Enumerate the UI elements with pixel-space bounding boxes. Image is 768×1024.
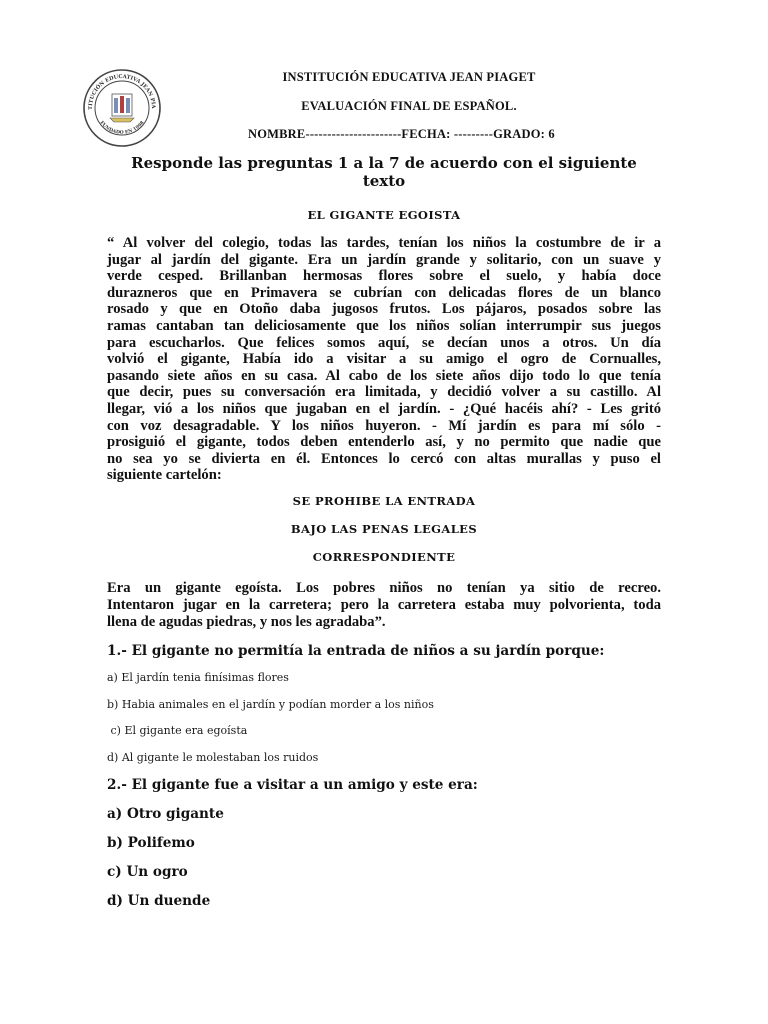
story-end-line: llena de agudas piedras, y nos les agradaba”. <box>107 613 386 630</box>
story-line: verde cesped. Brillanban hermosas flores sobre el suelo, y había doce <box>107 268 661 285</box>
sign-line-3: CORRESPONDIENTE <box>312 550 456 564</box>
story-text <box>107 235 661 484</box>
story-line: llegar, vió a los niños que jugaban en el jardín. - ¿Qué hacéis ahí? - Les gritó <box>107 400 661 417</box>
institution-name: INSTITUCIÓN EDUCATIVA JEAN PIAGET <box>282 70 536 84</box>
question-2-option-b[interactable]: b) Polifemo <box>107 835 195 851</box>
story-line: jugar al jardín del gigante. Era un jardín grande y solitario, con un suave y <box>107 251 661 268</box>
sign-line-2: BAJO LAS PENAS LEGALES <box>290 522 478 536</box>
story-line: pasando siete años en su casa. Al cabo de los siete años dijo todo lo que tenía <box>107 367 661 384</box>
story-line: prosiguió el gigante, todos deben entenderlo así, y no permito que nadie que <box>107 434 661 451</box>
story-line: que decir, pues su conversación era limitada, y decidió volver a su castillo. Al <box>107 384 661 401</box>
story-end-line: Era un gigante egoísta. Los pobres niños no tenían ya sitio de recreo. <box>107 580 661 596</box>
story-line: rosado y que en Otoño daba jugosos frutos. Los pájaros, posados sobre las <box>107 301 661 318</box>
story-line: para escucharlos. Que felices somos aquí, se decían unos a otros. Un día <box>107 334 661 351</box>
evaluation-title: EVALUACIÓN FINAL DE ESPAÑOL. <box>301 99 517 113</box>
logo-founded-text: FUNDADO EN 1998 <box>98 120 146 136</box>
story-line: ramas cantaban tan deliciosamente que los niños solían interrumpir sus juegos <box>107 317 661 334</box>
svg-text:FUNDADO EN 1998 <box>99 120 146 136</box>
story-line: “ Al volver del colegio, todas las tardes, tenían los niños la costumbre de ir a <box>107 235 661 251</box>
question-2: 2.- El gigante fue a visitar a un amigo y este era: <box>107 777 478 793</box>
question-1-option-d[interactable]: d) Al gigante le molestaban los ruidos <box>107 751 319 764</box>
story-line: durazneros que en Primavera se cubrían con delicadas flores de un blanco <box>107 284 661 301</box>
story-ending <box>107 580 661 630</box>
story-line: volvió el gigante, Había ido a visitar a su amigo el ogro de Cornualles, <box>107 351 661 368</box>
logo-ring-text: TITUCIÓN EDUCATIVA JEAN PIA <box>87 73 157 110</box>
story-line: siguiente cartelón: <box>107 467 222 484</box>
instructions: Responde las preguntas 1 a la 7 de acuerdo con el siguiente texto <box>131 154 637 190</box>
question-1: 1.- El gigante no permitía la entrada de niños a su jardín porque: <box>107 643 605 659</box>
question-1-option-b[interactable]: b) Habia animales en el jardín y podían morder a los niños <box>107 698 434 711</box>
sign-line-1: SE PROHIBE LA ENTRADA <box>292 494 476 508</box>
story-line: no sea yo se divierta en él. Entonces lo cercó con altas murallas y puso el <box>107 450 661 467</box>
question-2-option-d[interactable]: d) Un duende <box>107 893 211 909</box>
question-2-option-a[interactable]: a) Otro gigante <box>107 806 224 822</box>
story-line: con voz desagradable. Y los niños huyeron. - Mí jardín es para mí sólo - <box>107 417 661 434</box>
question-2-option-c[interactable]: c) Un ogro <box>107 864 188 880</box>
question-1-option-c[interactable]: c) El gigante era egoísta <box>107 724 248 737</box>
question-1-option-a[interactable]: a) El jardín tenia finísimas flores <box>107 671 289 684</box>
student-info-fields: NOMBRE----------------------FECHA: ---------GRADO: 6 <box>248 127 555 141</box>
story-end-line: Intentaron jugar en la carretera; pero la carretera estaba muy polvorienta, toda <box>107 596 661 613</box>
story-title: EL GIGANTE EGOISTA <box>307 208 461 222</box>
